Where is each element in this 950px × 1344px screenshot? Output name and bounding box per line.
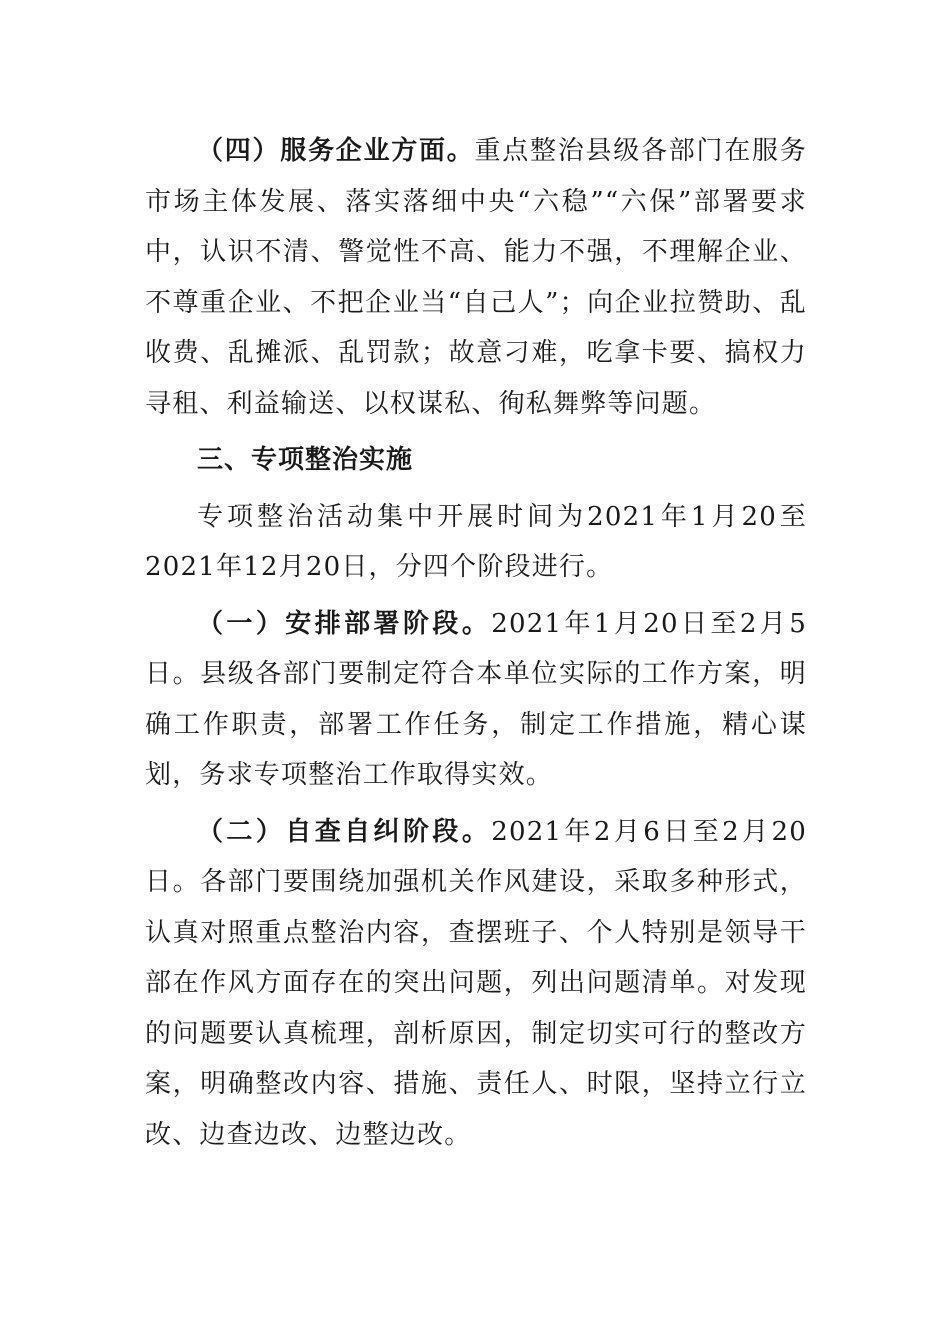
document-body — [145, 126, 807, 1160]
paragraph-lead: （二）自查自纠阶段。 — [197, 816, 492, 847]
paragraph-lead: （四）服务企业方面。 — [197, 136, 475, 166]
paragraph-service-enterprises — [145, 126, 807, 429]
paragraph-phase-self-inspection — [145, 807, 807, 1161]
paragraph-phase-deployment — [145, 599, 807, 801]
paragraph-lead: （一）安排部署阶段。 — [197, 608, 492, 639]
section-heading-implementation: 三、专项整治实施 — [197, 445, 414, 475]
paragraph-text: 2021年1月20日至2月5日。县级各部门要制定符合本单位实际的工作方案，明确工作职责，部署工作任务，制定工作措施，精心谋划，务求专项整治工作取得实效。 — [145, 608, 807, 790]
paragraph-schedule-intro: 专项整治活动集中开展时间为2021年1月20至2021年12月20日，分四个阶段进行。 — [145, 501, 807, 582]
paragraph-text: 2021年2月6日至2月20日。各部门要围绕加强机关作风建设，采取多种形式，认真对照重点整治内容，查摆班子、个人特别是领导干部在作风方面存在的突出问题，列出问题清单。对发现的问题要认真梳理，剖析原因，制定切实可行的整改方案，明确整改内容、措施、责任人、时限，坚持立行立改、边查边改、边整边改。 — [145, 816, 807, 1150]
paragraph-text: 重点整治县级各部门在服务市场主体发展、落实落细中央“六稳”“六保”部署要求中，认识不清、警觉性不高、能力不强，不理解企业、不尊重企业、不把企业当“自己人”；向企业拉赞助、乱收费、乱摊派、乱罚款；故意刁难，吃拿卡要、搞权力寻租、利益输送、以权谋私、徇私舞弊等问题。 — [145, 136, 807, 419]
